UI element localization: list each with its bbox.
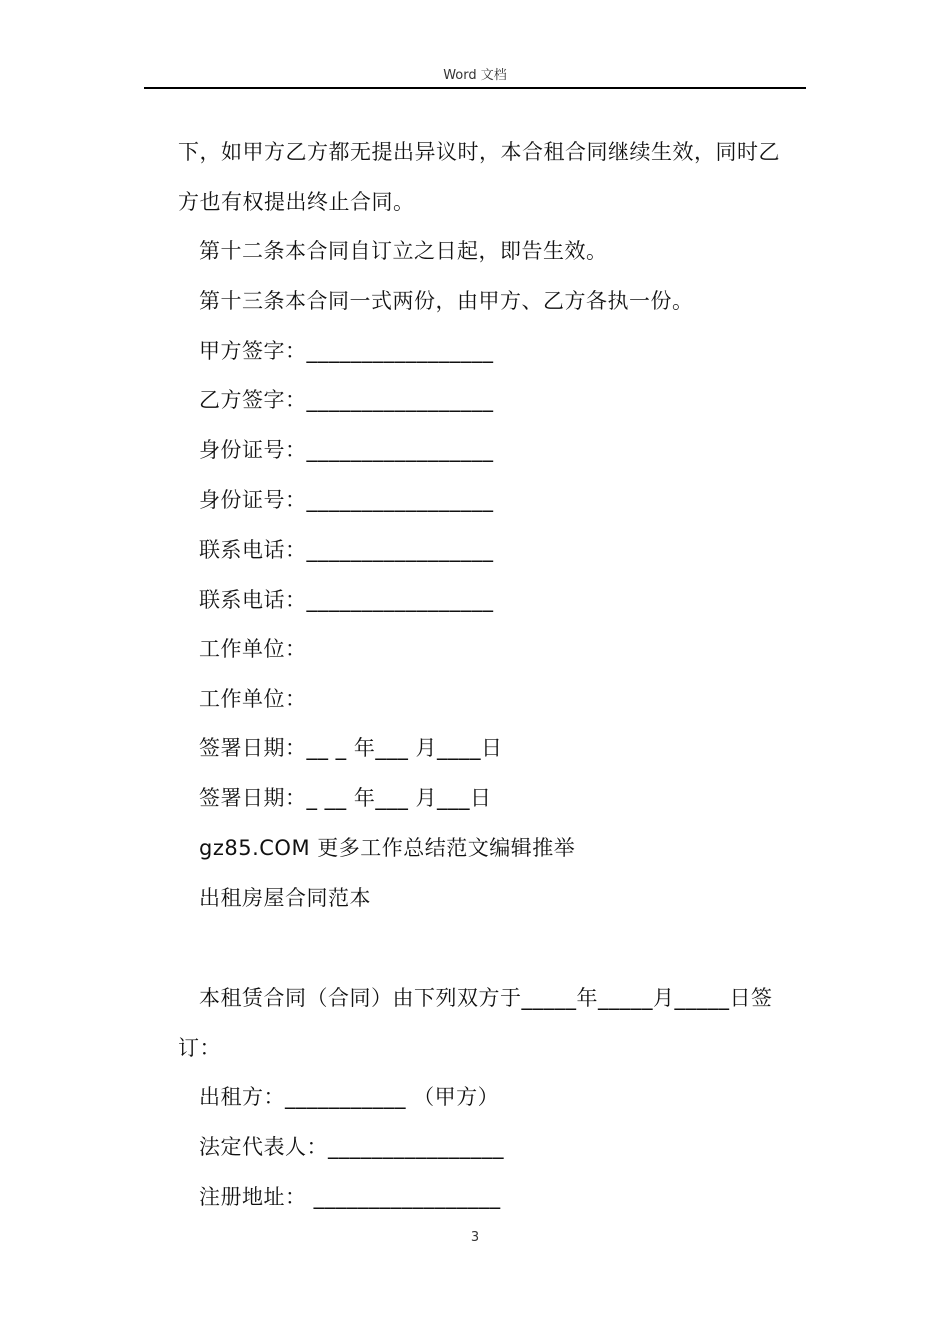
article-12: 第十二条本合同自订立之日起，即告生效。 bbox=[199, 239, 608, 263]
page-number: 3 bbox=[470, 1230, 480, 1245]
signature-party-b: 乙方签字：_________________ bbox=[199, 388, 494, 412]
paragraph-line: 方也有权提出终止合同。 bbox=[178, 190, 415, 214]
legal-representative-field: 法定代表人：________________ bbox=[199, 1135, 504, 1159]
article-13: 第十三条本合同一式两份，由甲方、乙方各执一份。 bbox=[199, 289, 694, 313]
paragraph-line: 本租赁合同（合同）由下列双方于_____年_____月_____日签 bbox=[199, 986, 773, 1010]
work-unit-a: 工作单位： bbox=[199, 637, 307, 661]
page-header-text: Word 文档 bbox=[443, 68, 507, 83]
phone-b: 联系电话：_________________ bbox=[199, 588, 494, 612]
section-title: 出租房屋合同范本 bbox=[199, 886, 371, 910]
id-number-b: 身份证号：_________________ bbox=[199, 488, 494, 512]
paragraph-line: 订： bbox=[178, 1036, 221, 1060]
lessor-field: 出租方：___________ （甲方） bbox=[199, 1085, 500, 1109]
page-header-rule bbox=[144, 87, 806, 89]
promo-line: gz85.COM 更多工作总结范文编辑推举 bbox=[199, 836, 576, 860]
work-unit-b: 工作单位： bbox=[199, 687, 307, 711]
phone-a: 联系电话：_________________ bbox=[199, 538, 494, 562]
paragraph-line: 下，如甲方乙方都无提出异议时，本合租合同继续生效，同时乙 bbox=[178, 140, 780, 164]
signature-party-a: 甲方签字：_________________ bbox=[199, 339, 494, 363]
id-number-a: 身份证号：_________________ bbox=[199, 438, 494, 462]
sign-date-b: 签署日期：_ __ 年___ 月___日 bbox=[199, 786, 492, 810]
registered-address-field: 注册地址： _________________ bbox=[199, 1185, 501, 1209]
sign-date-a: 签署日期：__ _ 年___ 月____日 bbox=[199, 736, 503, 760]
